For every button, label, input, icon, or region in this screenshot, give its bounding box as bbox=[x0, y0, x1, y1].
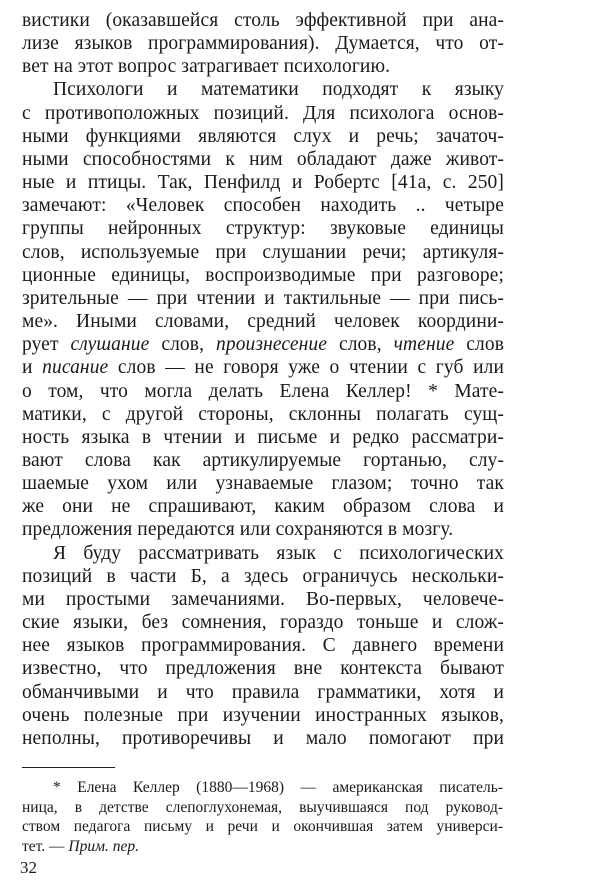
text-segment: нее языков программирования. С давнего времени bbox=[22, 635, 504, 657]
text-segment: рует bbox=[22, 334, 71, 356]
text-line bbox=[22, 380, 504, 403]
text-segment: позиций в части Б, а здесь ограничусь нескольки- bbox=[22, 565, 504, 587]
text-segment: ством педагога письму и речи и окончившая затем универси- bbox=[22, 818, 503, 835]
text-line bbox=[22, 171, 504, 194]
text-line bbox=[22, 287, 504, 310]
text-segment: ница, в детстве слепоглухонемая, выучившаяся под руковод- bbox=[22, 798, 503, 816]
text-line bbox=[22, 217, 504, 240]
text-segment: обманчивыми и что правила грамматики, хотя и bbox=[22, 681, 504, 703]
text-line bbox=[22, 588, 504, 611]
text-line bbox=[22, 125, 504, 148]
text-segment: ме». Иными словами, средний человек координи- bbox=[22, 311, 504, 333]
text-segment: предложения передаются или сохраняются в мозгу. bbox=[22, 519, 454, 541]
text-segment: и bbox=[22, 357, 43, 379]
footnote bbox=[22, 778, 503, 856]
text-segment: группы нейронных структур: звуковые единицы bbox=[22, 218, 504, 240]
text-segment: ными способностями к ним обладают даже живот- bbox=[22, 148, 504, 170]
text-segment: вистики (оказавшейся столь эффективной при ана- bbox=[22, 10, 504, 31]
text-line bbox=[22, 542, 504, 565]
text-segment: шаемые ухом или узнаваемые глазом; точно так bbox=[22, 473, 504, 495]
text-segment: очень полезные при изучении иностранных языков, bbox=[22, 704, 504, 726]
text-line bbox=[22, 472, 504, 495]
text-line bbox=[22, 837, 503, 857]
text-segment: зрительные — при чтении и тактильные — при пись- bbox=[22, 287, 504, 309]
text-segment: * Елена Келлер (1880—1968) — американская писатель- bbox=[53, 779, 503, 796]
text-segment: ность языка в чтении и письме и редко рассматри- bbox=[22, 426, 504, 448]
text-line bbox=[22, 657, 504, 680]
text-line bbox=[22, 148, 504, 171]
text-line bbox=[22, 55, 504, 78]
text-segment: ные и птицы. Так, Пенфилд и Робертс [41а, с. 250] bbox=[22, 172, 504, 194]
text-segment: слов — не говоря уже о чтении с губ или bbox=[108, 357, 504, 379]
text-segment: ми простыми замечаниями. Во-первых, человече- bbox=[22, 588, 504, 610]
text-line bbox=[22, 356, 504, 379]
text-line bbox=[22, 403, 504, 426]
text-segment: ционные единицы, воспроизводимые при разговоре; bbox=[22, 264, 504, 286]
text-line bbox=[22, 611, 504, 634]
text-segment: вают слова как артикулируемые гортанью, слу- bbox=[22, 449, 504, 471]
italic-text: писание bbox=[42, 357, 109, 379]
text-line bbox=[22, 78, 504, 101]
text-line bbox=[22, 194, 504, 217]
text-line bbox=[22, 102, 504, 125]
text-segment: слов, bbox=[327, 334, 394, 356]
text-line bbox=[22, 634, 504, 657]
text-line bbox=[22, 9, 504, 32]
italic-text: Прим. пер. bbox=[68, 837, 139, 855]
text-segment: замечают: «Человек способен находить .. четыре bbox=[22, 195, 504, 217]
text-line bbox=[22, 495, 504, 518]
text-segment: же они не спрашивают, каким образом слова и bbox=[22, 496, 504, 518]
italic-text: произнесение bbox=[216, 334, 328, 356]
text-line bbox=[22, 727, 504, 750]
text-segment: Я буду рассматривать язык с психологических bbox=[53, 542, 504, 564]
text-segment: с противоположных позиций. Для психолога основ- bbox=[22, 102, 504, 124]
text-segment: слов, используемые при слушании речи; артикуля- bbox=[22, 241, 504, 263]
text-line bbox=[22, 817, 503, 837]
text-line bbox=[22, 449, 504, 472]
page-number: 32 bbox=[20, 858, 37, 877]
text-segment: о том, что могла делать Елена Келлер! * Мате- bbox=[22, 380, 504, 402]
text-line bbox=[22, 704, 504, 727]
text-segment: лизе языков программирования). Думается, что от- bbox=[22, 33, 504, 55]
text-line bbox=[22, 565, 504, 588]
text-segment: неполны, противоречивы и мало помогают при bbox=[22, 727, 504, 749]
text-line bbox=[22, 518, 504, 541]
italic-text: чтение bbox=[393, 334, 455, 356]
text-segment: вет на этот вопрос затрагивает психологию. bbox=[22, 56, 391, 78]
text-line bbox=[22, 681, 504, 704]
footnote-divider bbox=[22, 767, 115, 768]
text-line bbox=[22, 778, 503, 798]
text-line bbox=[22, 798, 503, 818]
text-segment: ские языки, без сомнения, гораздо тоньше и слож- bbox=[22, 612, 504, 634]
text-line bbox=[22, 333, 504, 356]
italic-text: слушание bbox=[70, 334, 150, 356]
text-segment: Психологи и математики подходят к языку bbox=[53, 79, 504, 101]
text-line bbox=[22, 264, 504, 287]
text-segment: ными функциями являются слух и речь; зачаточ- bbox=[22, 125, 504, 147]
body-text bbox=[22, 9, 504, 750]
text-segment: матики, с другой стороны, склонны полагать сущ- bbox=[22, 403, 504, 425]
text-line bbox=[22, 32, 504, 55]
text-segment: тет. — bbox=[22, 837, 69, 855]
text-segment: слов, bbox=[149, 334, 216, 356]
text-line bbox=[22, 310, 504, 333]
text-line bbox=[22, 426, 504, 449]
text-segment: известно, что предложения вне контекста бывают bbox=[22, 658, 504, 680]
text-line bbox=[22, 241, 504, 264]
text-segment: слов bbox=[454, 334, 505, 356]
